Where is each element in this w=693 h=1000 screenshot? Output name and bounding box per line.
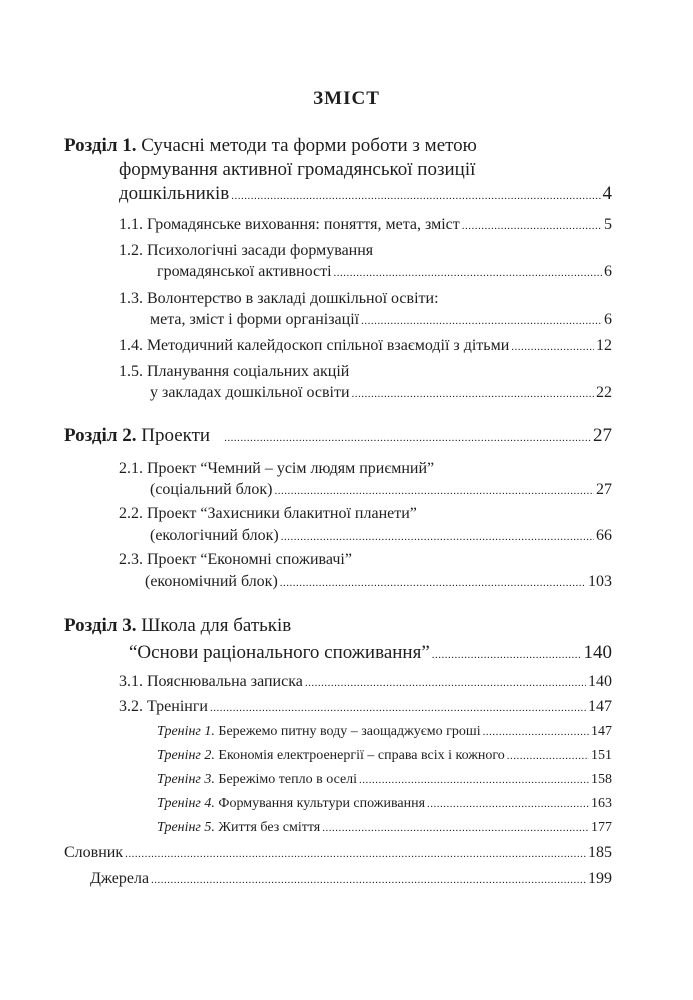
toc-entry-2-3[interactable]: [145, 573, 612, 591]
training-title: Формування культури споживання: [218, 796, 426, 811]
training-title: Життя без сміття: [218, 820, 321, 835]
toc-entry-2-2[interactable]: [150, 527, 612, 545]
entry-2-1-line1: 2.1. Проект “Чемний – усім людям приємний”: [119, 460, 435, 477]
toc-entry-glossary[interactable]: [64, 844, 612, 862]
entry-2-3-line1: 2.3. Проект “Економні споживачі”: [119, 551, 352, 568]
entry-text: громадянської активності: [157, 263, 332, 280]
training-entry-text: [157, 748, 505, 764]
toc-entry-3-2[interactable]: [119, 698, 612, 716]
page-number: 27: [593, 425, 612, 446]
dot-leader: [322, 823, 589, 834]
page-number: 163: [591, 796, 612, 811]
dot-leader: [511, 342, 594, 353]
entry-text: мета, зміст і форми організації: [150, 311, 360, 328]
page-number: 199: [588, 870, 612, 887]
page-number: 185: [588, 844, 612, 861]
page-number: 66: [596, 527, 612, 544]
page-number: 5: [604, 216, 612, 233]
entry-text: у закладах дошкільної освіти: [150, 384, 350, 401]
training-title: Бережімо тепло в оселі: [218, 772, 358, 787]
page-number: 103: [588, 573, 612, 590]
page-number: 12: [596, 337, 612, 354]
toc-entry-2-1[interactable]: [150, 481, 612, 499]
toc-entry-section-2[interactable]: [64, 425, 612, 447]
entry-1-3-line1: 1.3. Волонтерство в закладі дошкільної освіти:: [119, 290, 439, 307]
section-2-label: Розділ 2.: [64, 425, 137, 446]
training-entry-text: [157, 724, 481, 740]
entry-text: Словник: [64, 844, 124, 861]
entry-text: (екологічний блок): [150, 527, 279, 544]
dot-leader: [274, 486, 594, 497]
dot-leader: [432, 650, 582, 661]
dot-leader: [305, 678, 586, 689]
dot-leader: [483, 727, 589, 738]
dot-leader: [210, 703, 586, 714]
page-number: 158: [591, 772, 612, 787]
entry-2-2-line1: 2.2. Проект “Захисники блакитної планети”: [119, 505, 417, 522]
entry-1-2-line1: 1.2. Психологічні засади формування: [119, 242, 374, 259]
section-3-heading: [64, 615, 291, 637]
section-1-title-line1: Сучасні методи та форми роботи з метою: [141, 135, 477, 156]
section-3-title-line2: “Основи раціонального споживання”: [129, 642, 430, 663]
entry-text: 3.1. Пояснювальна записка: [119, 673, 303, 690]
page-number: 177: [591, 820, 612, 835]
dot-leader: [427, 799, 589, 810]
training-title: Економія електроенергії – справа всіх і кожного: [218, 748, 505, 763]
toc-entry-training-1[interactable]: [157, 724, 612, 740]
toc-entry-1-3[interactable]: [150, 311, 612, 329]
dot-leader: [359, 775, 589, 786]
training-label: Тренінг 3.: [157, 772, 215, 787]
entry-text: Джерела: [90, 870, 150, 887]
training-title: Бережемо питну воду – заощаджуємо гроші: [218, 724, 481, 739]
training-label: Тренінг 1.: [157, 724, 215, 739]
page-number: 6: [604, 311, 612, 328]
page-number: 4: [602, 183, 612, 204]
page-number: 147: [591, 724, 612, 739]
training-entry-text: [157, 796, 425, 812]
section-1-title-line2: формування активної громадянської позиції: [119, 159, 476, 180]
section-3-label: Розділ 3.: [64, 615, 137, 636]
toc-entry-training-4[interactable]: [157, 796, 612, 812]
section-2-title: Проекти: [141, 425, 211, 446]
toc-entry-training-3[interactable]: [157, 772, 612, 788]
training-label: Тренінг 5.: [157, 820, 215, 835]
toc-entry-training-5[interactable]: [157, 820, 612, 836]
training-label: Тренінг 4.: [157, 796, 215, 811]
page-number: 6: [604, 263, 612, 280]
training-entry-text: [157, 772, 357, 788]
entry-text: (соціальний блок): [150, 481, 273, 498]
toc-entry-1-4[interactable]: [119, 337, 612, 355]
page-number: 140: [583, 642, 612, 663]
entry-text: 1.1. Громадянське виховання: поняття, мета, зміст: [119, 216, 460, 233]
section-1-heading: [64, 135, 477, 157]
page-number: 22: [596, 384, 612, 401]
dot-leader: [224, 433, 591, 444]
dot-leader: [281, 532, 594, 543]
dot-leader: [361, 316, 602, 327]
page-title: ЗМІСТ: [313, 88, 380, 109]
dot-leader: [462, 221, 602, 232]
dot-leader: [352, 389, 594, 400]
toc-entry-3-1[interactable]: [119, 673, 612, 691]
toc-entry-sources[interactable]: [90, 870, 612, 888]
dot-leader: [280, 578, 586, 589]
page-number: 140: [588, 673, 612, 690]
dot-leader: [334, 268, 602, 279]
section-2-heading: [64, 425, 210, 447]
dot-leader: [151, 875, 586, 886]
toc-entry-training-2[interactable]: [157, 748, 612, 764]
entry-text: 1.4. Методичний калейдоскоп спільної взаємодії з дітьми: [119, 337, 510, 354]
section-3-title-line1: Школа для батьків: [141, 615, 292, 636]
toc-entry-1-1[interactable]: [119, 216, 612, 234]
toc-entry-section-1[interactable]: [119, 183, 612, 205]
dot-leader: [231, 191, 600, 202]
training-entry-text: [157, 820, 320, 836]
dot-leader: [507, 751, 589, 762]
toc-entry-section-3[interactable]: [129, 642, 612, 664]
section-1-title-line3: дошкільників: [119, 183, 230, 204]
page-number: 151: [591, 748, 612, 763]
toc-entry-1-5[interactable]: [150, 384, 612, 402]
page-number: 147: [588, 698, 612, 715]
toc-entry-1-2[interactable]: [157, 263, 612, 281]
dot-leader: [125, 849, 586, 860]
entry-text: (економічний блок): [145, 573, 278, 590]
training-label: Тренінг 2.: [157, 748, 215, 763]
entry-1-5-line1: 1.5. Планування соціальних акцій: [119, 363, 350, 380]
section-1-label: Розділ 1.: [64, 135, 137, 156]
entry-text: 3.2. Тренінги: [119, 698, 208, 715]
page-number: 27: [596, 481, 612, 498]
